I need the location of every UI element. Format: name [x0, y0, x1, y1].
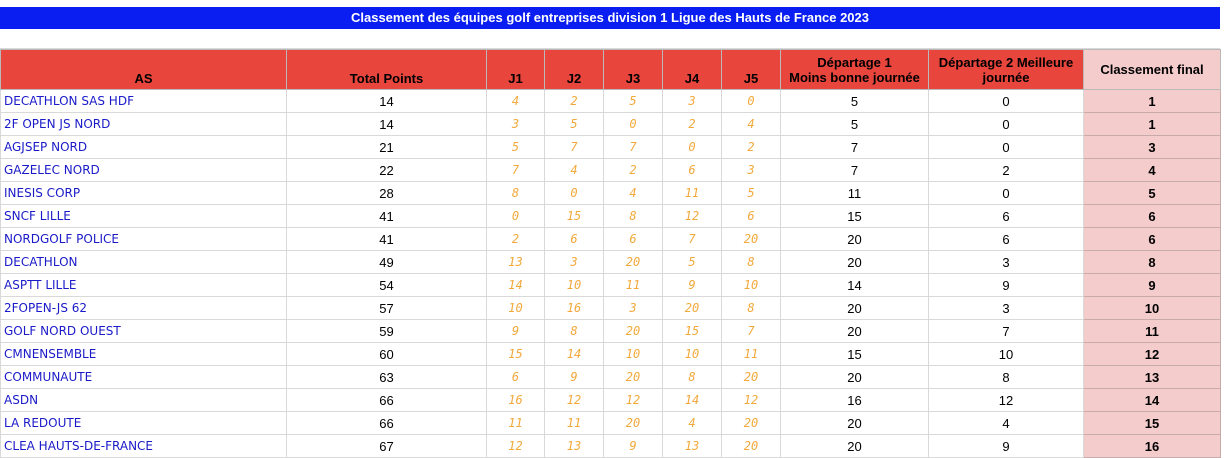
team-name-cell[interactable]: ASPTT LILLE	[1, 274, 287, 297]
header-row	[1, 50, 1221, 90]
total-points-cell[interactable]: 66	[287, 389, 487, 412]
round-5-cell[interactable]: 5	[722, 182, 781, 205]
round-3-cell[interactable]: 6	[604, 228, 663, 251]
round-2-cell[interactable]: 15	[545, 205, 604, 228]
departage-2-cell[interactable]: 6	[929, 205, 1084, 228]
departage-2-cell[interactable]: 8	[929, 366, 1084, 389]
round-2-cell[interactable]: 5	[545, 113, 604, 136]
round-1-cell[interactable]: 13	[487, 251, 545, 274]
final-rank-cell[interactable]: 11	[1084, 320, 1221, 343]
round-5-cell[interactable]: 8	[722, 251, 781, 274]
round-4-cell[interactable]: 0	[663, 136, 722, 159]
total-points-cell[interactable]: 66	[287, 412, 487, 435]
team-name-cell[interactable]: GOLF NORD OUEST	[1, 320, 287, 343]
departage-1-cell[interactable]: 20	[781, 435, 929, 458]
round-3-cell[interactable]: 12	[604, 389, 663, 412]
team-name-cell[interactable]: CLEA HAUTS-DE-FRANCE	[1, 435, 287, 458]
round-2-cell[interactable]: 10	[545, 274, 604, 297]
header-departage-1-line2: Moins bonne journée	[789, 69, 920, 85]
departage-2-cell[interactable]: 12	[929, 389, 1084, 412]
departage-2-cell[interactable]: 9	[929, 274, 1084, 297]
team-name-cell[interactable]: CMNENSEMBLE	[1, 343, 287, 366]
round-1-cell[interactable]: 15	[487, 343, 545, 366]
departage-2-cell[interactable]: 0	[929, 113, 1084, 136]
round-3-cell[interactable]: 20	[604, 412, 663, 435]
round-5-cell[interactable]: 20	[722, 435, 781, 458]
round-4-cell[interactable]: 3	[663, 90, 722, 113]
round-5-cell[interactable]: 6	[722, 205, 781, 228]
round-3-cell[interactable]: 20	[604, 251, 663, 274]
round-5-cell[interactable]: 10	[722, 274, 781, 297]
team-name-cell[interactable]: LA REDOUTE	[1, 412, 287, 435]
final-rank-cell[interactable]: 15	[1084, 412, 1221, 435]
round-4-cell[interactable]: 8	[663, 366, 722, 389]
round-1-cell[interactable]: 3	[487, 113, 545, 136]
departage-2-cell[interactable]: 3	[929, 251, 1084, 274]
departage-1-cell[interactable]: 7	[781, 159, 929, 182]
total-points-cell[interactable]: 60	[287, 343, 487, 366]
round-2-cell[interactable]: 14	[545, 343, 604, 366]
team-name-cell[interactable]: DECATHLON SAS HDF	[1, 90, 287, 113]
round-3-cell[interactable]: 20	[604, 320, 663, 343]
table-row	[1, 320, 1221, 343]
table-row	[1, 90, 1221, 113]
final-rank-cell[interactable]: 5	[1084, 182, 1221, 205]
table-row	[1, 228, 1221, 251]
round-5-cell[interactable]: 3	[722, 159, 781, 182]
table-row	[1, 113, 1221, 136]
team-name-cell[interactable]: DECATHLON	[1, 251, 287, 274]
total-points-cell[interactable]: 57	[287, 297, 487, 320]
departage-2-cell[interactable]: 9	[929, 435, 1084, 458]
final-rank-cell[interactable]: 12	[1084, 343, 1221, 366]
total-points-cell[interactable]: 41	[287, 205, 487, 228]
round-4-cell[interactable]: 5	[663, 251, 722, 274]
header-classement-final[interactable]: Classement final	[1084, 50, 1221, 90]
table-row	[1, 366, 1221, 389]
header-departage-1[interactable]	[781, 50, 929, 90]
final-rank-cell[interactable]: 10	[1084, 297, 1221, 320]
team-name-cell[interactable]: INESIS CORP	[1, 182, 287, 205]
round-1-cell[interactable]: 16	[487, 389, 545, 412]
departage-1-cell[interactable]: 5	[781, 113, 929, 136]
final-rank-cell[interactable]: 4	[1084, 159, 1221, 182]
team-name-cell[interactable]: GAZELEC NORD	[1, 159, 287, 182]
departage-2-cell[interactable]: 6	[929, 228, 1084, 251]
round-3-cell[interactable]: 4	[604, 182, 663, 205]
round-3-cell[interactable]: 3	[604, 297, 663, 320]
table-row	[1, 297, 1221, 320]
final-rank-cell[interactable]: 14	[1084, 389, 1221, 412]
round-1-cell[interactable]: 12	[487, 435, 545, 458]
departage-2-cell[interactable]: 0	[929, 182, 1084, 205]
round-3-cell[interactable]: 10	[604, 343, 663, 366]
round-2-cell[interactable]: 0	[545, 182, 604, 205]
round-1-cell[interactable]: 14	[487, 274, 545, 297]
table-row	[1, 343, 1221, 366]
round-5-cell[interactable]: 20	[722, 228, 781, 251]
departage-1-cell[interactable]: 16	[781, 389, 929, 412]
total-points-cell[interactable]: 28	[287, 182, 487, 205]
round-2-cell[interactable]: 8	[545, 320, 604, 343]
total-points-cell[interactable]: 54	[287, 274, 487, 297]
header-departage-2[interactable]: Départage 2 Meilleure journée	[929, 50, 1084, 90]
header-total-points[interactable]: Total Points	[287, 50, 487, 90]
total-points-cell[interactable]: 41	[287, 228, 487, 251]
departage-2-cell[interactable]: 3	[929, 297, 1084, 320]
round-2-cell[interactable]: 3	[545, 251, 604, 274]
round-4-cell[interactable]: 20	[663, 297, 722, 320]
team-name-cell[interactable]: AGJSEP NORD	[1, 136, 287, 159]
round-2-cell[interactable]: 13	[545, 435, 604, 458]
round-3-cell[interactable]: 5	[604, 90, 663, 113]
round-2-cell[interactable]: 12	[545, 389, 604, 412]
round-2-cell[interactable]: 2	[545, 90, 604, 113]
round-5-cell[interactable]: 4	[722, 113, 781, 136]
round-1-cell[interactable]: 6	[487, 366, 545, 389]
round-4-cell[interactable]: 7	[663, 228, 722, 251]
departage-2-cell[interactable]: 4	[929, 412, 1084, 435]
total-points-cell[interactable]: 59	[287, 320, 487, 343]
final-rank-cell[interactable]: 3	[1084, 136, 1221, 159]
header-j4[interactable]: J4	[663, 50, 722, 90]
team-name-cell[interactable]: SNCF LILLE	[1, 205, 287, 228]
header-as[interactable]: AS	[1, 50, 287, 90]
final-rank-cell[interactable]: 6	[1084, 228, 1221, 251]
team-name-cell[interactable]: 2FOPEN-JS 62	[1, 297, 287, 320]
departage-1-cell[interactable]: 20	[781, 320, 929, 343]
round-4-cell[interactable]: 11	[663, 182, 722, 205]
departage-2-cell[interactable]: 10	[929, 343, 1084, 366]
round-3-cell[interactable]: 0	[604, 113, 663, 136]
total-points-cell[interactable]: 14	[287, 113, 487, 136]
round-1-cell[interactable]: 10	[487, 297, 545, 320]
departage-1-cell[interactable]: 7	[781, 136, 929, 159]
team-name-cell[interactable]: 2F OPEN JS NORD	[1, 113, 287, 136]
table-row	[1, 251, 1221, 274]
final-rank-cell[interactable]: 1	[1084, 113, 1221, 136]
round-4-cell[interactable]: 13	[663, 435, 722, 458]
total-points-cell[interactable]: 63	[287, 366, 487, 389]
round-1-cell[interactable]: 2	[487, 228, 545, 251]
round-1-cell[interactable]: 8	[487, 182, 545, 205]
total-points-cell[interactable]: 49	[287, 251, 487, 274]
departage-1-cell[interactable]: 20	[781, 251, 929, 274]
round-2-cell[interactable]: 4	[545, 159, 604, 182]
final-rank-cell[interactable]: 13	[1084, 366, 1221, 389]
total-points-cell[interactable]: 22	[287, 159, 487, 182]
round-1-cell[interactable]: 9	[487, 320, 545, 343]
final-rank-cell[interactable]: 16	[1084, 435, 1221, 458]
round-5-cell[interactable]: 20	[722, 366, 781, 389]
round-5-cell[interactable]: 7	[722, 320, 781, 343]
round-4-cell[interactable]: 6	[663, 159, 722, 182]
round-2-cell[interactable]: 7	[545, 136, 604, 159]
round-2-cell[interactable]: 11	[545, 412, 604, 435]
ranking-table	[0, 49, 1221, 458]
departage-2-cell[interactable]: 0	[929, 136, 1084, 159]
table-row	[1, 274, 1221, 297]
final-rank-cell[interactable]: 8	[1084, 251, 1221, 274]
header-departage-1-line1: Départage 1	[817, 54, 892, 70]
round-5-cell[interactable]: 12	[722, 389, 781, 412]
round-5-cell[interactable]: 20	[722, 412, 781, 435]
round-1-cell[interactable]: 4	[487, 90, 545, 113]
departage-1-cell[interactable]: 15	[781, 343, 929, 366]
departage-1-cell[interactable]: 20	[781, 366, 929, 389]
table-row	[1, 136, 1221, 159]
header-j3[interactable]: J3	[604, 50, 663, 90]
team-name-cell[interactable]: COMMUNAUTE	[1, 366, 287, 389]
departage-2-cell[interactable]: 2	[929, 159, 1084, 182]
departage-1-cell[interactable]: 5	[781, 90, 929, 113]
departage-1-cell[interactable]: 11	[781, 182, 929, 205]
round-4-cell[interactable]: 12	[663, 205, 722, 228]
total-points-cell[interactable]: 21	[287, 136, 487, 159]
table-row	[1, 182, 1221, 205]
round-3-cell[interactable]: 8	[604, 205, 663, 228]
round-5-cell[interactable]: 2	[722, 136, 781, 159]
table-row	[1, 205, 1221, 228]
sheet-title[interactable]: Classement des équipes golf entreprises division 1 Ligue des Hauts de France 2023	[0, 7, 1220, 29]
total-points-cell[interactable]: 67	[287, 435, 487, 458]
round-1-cell[interactable]: 5	[487, 136, 545, 159]
round-3-cell[interactable]: 11	[604, 274, 663, 297]
round-4-cell[interactable]: 4	[663, 412, 722, 435]
departage-1-cell[interactable]: 20	[781, 297, 929, 320]
round-1-cell[interactable]: 0	[487, 205, 545, 228]
departage-1-cell[interactable]: 20	[781, 228, 929, 251]
table-row	[1, 389, 1221, 412]
round-2-cell[interactable]: 9	[545, 366, 604, 389]
table-row	[1, 159, 1221, 182]
round-5-cell[interactable]: 8	[722, 297, 781, 320]
departage-2-cell[interactable]: 0	[929, 90, 1084, 113]
header-j1[interactable]: J1	[487, 50, 545, 90]
round-3-cell[interactable]: 20	[604, 366, 663, 389]
round-2-cell[interactable]: 16	[545, 297, 604, 320]
round-5-cell[interactable]: 0	[722, 90, 781, 113]
departage-1-cell[interactable]: 14	[781, 274, 929, 297]
header-j2[interactable]: J2	[545, 50, 604, 90]
total-points-cell[interactable]: 14	[287, 90, 487, 113]
header-j5[interactable]: J5	[722, 50, 781, 90]
departage-2-cell[interactable]: 7	[929, 320, 1084, 343]
round-1-cell[interactable]: 11	[487, 412, 545, 435]
round-3-cell[interactable]: 7	[604, 136, 663, 159]
final-rank-cell[interactable]: 6	[1084, 205, 1221, 228]
round-4-cell[interactable]: 14	[663, 389, 722, 412]
team-name-cell[interactable]: ASDN	[1, 389, 287, 412]
final-rank-cell[interactable]: 1	[1084, 90, 1221, 113]
round-4-cell[interactable]: 2	[663, 113, 722, 136]
round-4-cell[interactable]: 15	[663, 320, 722, 343]
round-1-cell[interactable]: 7	[487, 159, 545, 182]
round-2-cell[interactable]: 6	[545, 228, 604, 251]
round-5-cell[interactable]: 11	[722, 343, 781, 366]
round-4-cell[interactable]: 9	[663, 274, 722, 297]
round-3-cell[interactable]: 9	[604, 435, 663, 458]
departage-1-cell[interactable]: 15	[781, 205, 929, 228]
round-4-cell[interactable]: 10	[663, 343, 722, 366]
round-3-cell[interactable]: 2	[604, 159, 663, 182]
table-row	[1, 435, 1221, 458]
departage-1-cell[interactable]: 20	[781, 412, 929, 435]
team-name-cell[interactable]: NORDGOLF POLICE	[1, 228, 287, 251]
table-row	[1, 412, 1221, 435]
final-rank-cell[interactable]: 9	[1084, 274, 1221, 297]
empty-row[interactable]	[0, 28, 1220, 49]
